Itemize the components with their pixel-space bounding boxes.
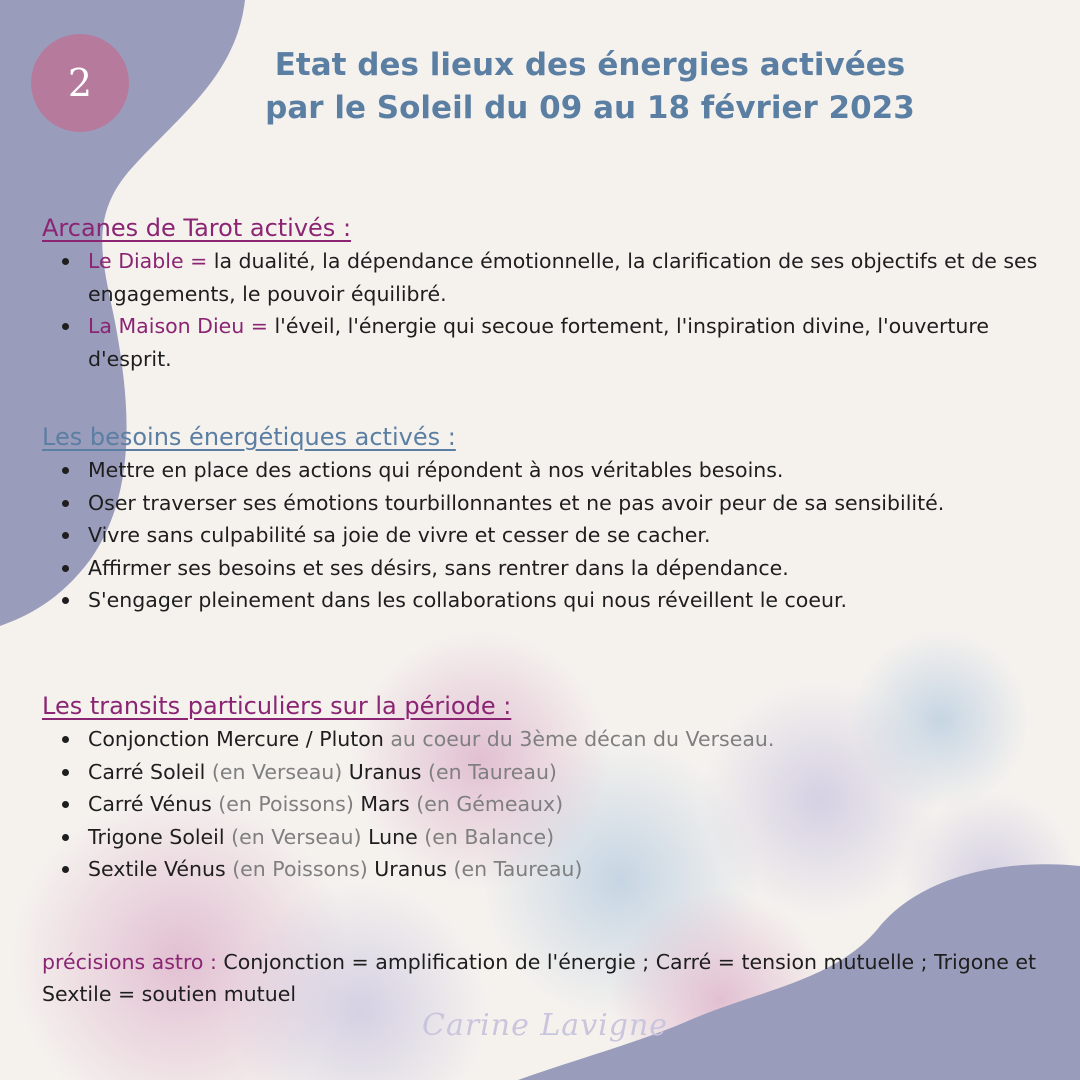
tarot-section — [42, 212, 1052, 375]
besoins-heading: Les besoins énergétiques activés : — [42, 423, 456, 451]
transit-detail: au coeur du 3ème décan du Verseau. — [383, 727, 775, 751]
list-item — [42, 310, 1052, 375]
list-item — [42, 723, 1052, 756]
tarot-term: Le Diable = — [88, 249, 208, 273]
list-item — [42, 821, 1052, 854]
step-number: 2 — [67, 61, 93, 105]
astro-note — [42, 946, 1042, 1011]
list-item: Oser traverser ses émotions tourbillonnantes et ne pas avoir peur de sa sensibilité. — [42, 487, 1052, 520]
astro-note-text: Conjonction = amplification de l'énergie ; Carré = tension mutuelle ; Trigone et Sextile = soutien mutuel — [42, 949, 1037, 1006]
transit-sign: (en Poissons) — [225, 857, 375, 881]
transits-heading: Les transits particuliers sur la période : — [42, 692, 512, 720]
transit-sign: (en Taureau) — [421, 759, 557, 784]
tarot-term: La Maison Dieu = — [88, 314, 268, 338]
author-signature: Carine Lavigne — [422, 1008, 669, 1043]
transit-sign: (en Verseau) — [224, 824, 369, 849]
list-item — [42, 853, 1052, 886]
list-item — [42, 245, 1052, 310]
list-item: S'engager pleinement dans les collaborations qui nous réveillent le coeur. — [42, 584, 1052, 617]
besoins-section — [42, 421, 1052, 617]
list-item: Vivre sans culpabilité sa joie de vivre et cesser de se cacher. — [42, 519, 1052, 552]
step-number-badge — [31, 34, 129, 132]
page-title-line-1: Etat des lieux des énergies activées — [274, 47, 906, 83]
transit-planet: Uranus — [348, 759, 422, 784]
transit-aspect: Trigone Soleil — [88, 824, 225, 849]
tarot-heading: Arcanes de Tarot activés : — [42, 214, 352, 242]
transit-sign: (en Balance) — [417, 824, 555, 849]
astro-note-label: précisions astro : — [42, 949, 217, 974]
page-title-line-2: par le Soleil du 09 au 18 février 2023 — [265, 90, 915, 126]
transit-aspect: Carré Vénus — [88, 792, 212, 816]
tarot-list — [42, 245, 1052, 375]
transit-sign: (en Gémeaux) — [409, 792, 564, 816]
tarot-description: l'éveil, l'énergie qui secoue fortement, l'inspiration divine, l'ouverture d'esprit. — [88, 314, 989, 371]
transit-aspect: Carré Soleil — [88, 759, 206, 784]
transit-sign: (en Poissons) — [211, 792, 361, 816]
transit-aspect: Conjonction Mercure / Pluton — [88, 727, 384, 751]
list-item — [42, 788, 1052, 821]
besoins-list — [42, 454, 1052, 617]
page-title — [230, 44, 950, 130]
tarot-description: la dualité, la dépendance émotionnelle, la clarification de ses objectifs et de ses engagements, le pouvoir équilibré. — [88, 249, 1038, 306]
transits-list — [42, 723, 1052, 886]
list-item — [42, 756, 1052, 789]
transit-aspect: Sextile Vénus — [88, 857, 226, 881]
transit-sign: (en Taureau) — [446, 857, 583, 881]
list-item: Mettre en place des actions qui répondent à nos véritables besoins. — [42, 454, 1052, 487]
transit-planet: Mars — [360, 792, 410, 816]
list-item: Affirmer ses besoins et ses désirs, sans rentrer dans la dépendance. — [42, 552, 1052, 585]
transits-section — [42, 690, 1052, 886]
transit-planet: Lune — [368, 824, 418, 849]
transit-planet: Uranus — [374, 857, 447, 881]
transit-sign: (en Verseau) — [205, 759, 349, 784]
